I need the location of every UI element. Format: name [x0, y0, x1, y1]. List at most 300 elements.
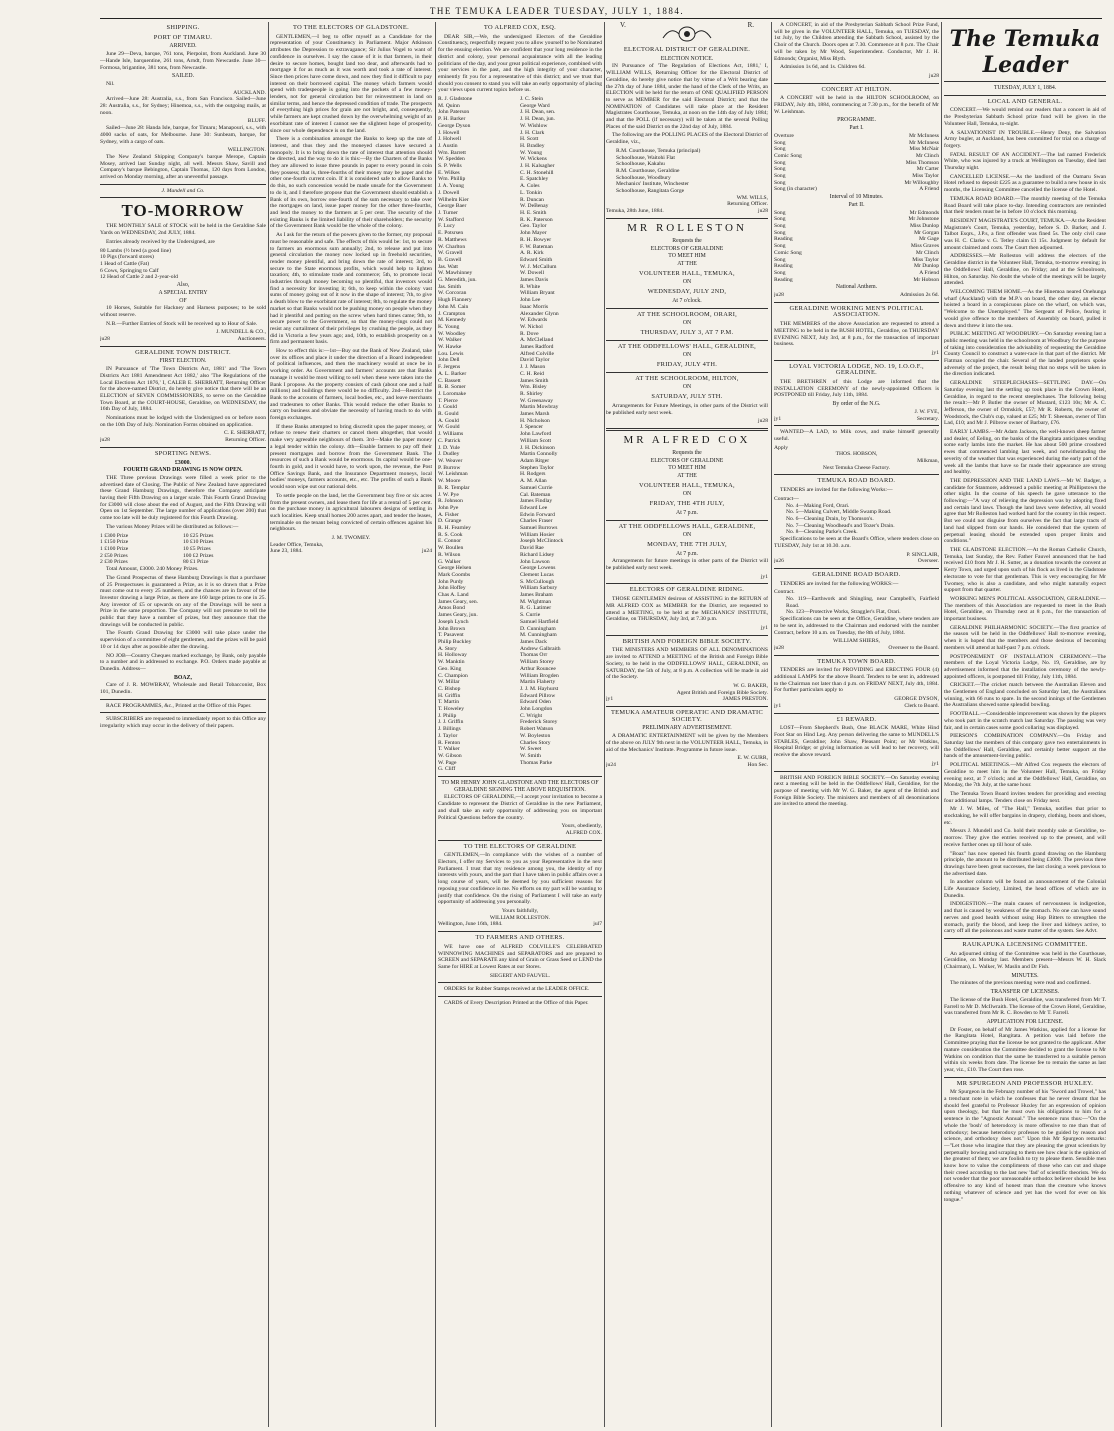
signatory-name: Samuel Currie [520, 484, 553, 491]
polling-places [606, 148, 768, 195]
programme-performer: Mr Dunlop [913, 263, 939, 270]
on-label: ON [682, 532, 692, 539]
programme-performer: Miss Taylor [912, 256, 939, 263]
cards-text: CARDS of Every Description Printed at the Office of this Paper. [444, 1000, 589, 1007]
signatory-name: Cal. Bateman [520, 491, 551, 498]
signatory-name: W. Manktin [438, 659, 465, 666]
contract-item: No. 8—Cleaning Parke's Creek. [786, 529, 858, 536]
divider [774, 771, 939, 772]
signatory-name: Arthur Rouncee [520, 665, 556, 672]
signatory-name: George Ward [520, 102, 550, 109]
prize-line: 10 £5 Prizes [183, 546, 211, 552]
signatories-list [438, 96, 602, 773]
meeting-date: WEDNESDAY, JULY 2ND, [647, 288, 727, 296]
column-divider [604, 22, 605, 1427]
divider [438, 996, 602, 997]
minutes-text: The minutes of the previous meeting were read and confirmed. [950, 980, 1091, 987]
farmers-text: WE have one of ALFRED COLVILLE'S CELEBRATED WINNOWING MACHINES and SEPARATORS and are prepared to SCREEN and SEPARATE any kind of Grain or Grass Seed or LEND the Same for HIRE at Lowest Rates at our Stores. [438, 943, 602, 970]
meeting-date: FRIDAY, THE 4TH JULY, [649, 500, 725, 508]
polling-place: Schoolhouse, Woodbury [616, 174, 671, 181]
signatory-name: C. Champion [438, 672, 468, 679]
column-divider [268, 22, 269, 1427]
column-1 [100, 22, 266, 1427]
programme-item [774, 146, 939, 153]
to-meet-label: TO MEET HIM [668, 465, 706, 472]
entries-text: Entries already received by the Undersigned, are [106, 238, 215, 245]
divider [944, 81, 1106, 82]
yours-obediently: Yours, obediently, [561, 823, 602, 830]
signatory-name: W. Gould [438, 424, 460, 431]
ref-code: ju24 [606, 761, 616, 768]
programme-performer: A Friend [919, 269, 939, 276]
news-item: POLITICAL MEETINGS.—Mr Alfred Cox requests the electors of Geraldine to meet him in the Volunteer Hall, Temuka, on Friday evening next, at 7 o'clock; and at the Oddfellows' Hall, Geraldine, on Monday, the 7th July, at the same hour. [944, 762, 1106, 789]
raukapuka-text: An adjourned sitting of the Committee was held in the Courthouse, Geraldine, on Monday last. Members present—Messrs W. H. Slack (Chairman), L. Walker, W. Maslin and Dr Fish. [944, 950, 1106, 971]
news-item: FOOTBALL.—Considerable improvement was shown by the players who took part in the scratch match last Saturday. The passing was very fair, and in certain cases some good collaring was displayed. [944, 711, 1106, 731]
bible-text: THE MINISTERS AND MEMBERS OF ALL DENOMINATIONS are invited to ATTEND a MEETING of the British and Foreign Bible Society, to be held in the ODDFELLOWS' HALL, GERALDINE, on SATURDAY, the 5th of July, at 8 p.m. A collection will be made in aid of the Society. [606, 647, 768, 681]
subscribers-text: SUBSCRIBERS are requested to immediately report to this Office any irregularity which may occur in the delivery of their papers. [100, 716, 266, 730]
programme-item [774, 173, 939, 180]
cox-signature: ALFRED COX. [565, 829, 602, 836]
programme-piece: Song [774, 139, 786, 146]
signatory-name: Alexander Glynn [520, 310, 559, 317]
bible-society-text: BRITISH AND FOREIGN BIBLE SOCIETY.—On Saturday evening next a meeting will be held in the Oddfellows' Hall, Geraldine, for the purpose of meeting with Mr W. G. Baker, the agent of the British and Foreign Bible Society. The ministers and members of all denominations are invited to attend the meeting. [774, 774, 939, 808]
signatory-name: Frederick Storey [520, 719, 558, 726]
signatory-name: M. Cunningham [520, 632, 557, 639]
signatory-name: R. Fenton [438, 739, 461, 746]
signatory-name: J. Holwell [438, 136, 461, 143]
signatory-name: D. Grange [438, 518, 462, 525]
first-election-label: FIRST ELECTION. [159, 358, 207, 365]
double-divider [606, 428, 768, 431]
signatory-name: T. Pierce [438, 397, 458, 404]
signatory-name: J. Taylor [438, 732, 458, 739]
polling-place: Schoolhouse, Waitohi Flat [616, 154, 675, 161]
on-label: ON [682, 320, 692, 327]
signatory-name: George Dyson [438, 122, 471, 129]
reply-text: ELECTORS OF GERALDINE,—I accept your invitation to become a Candidate to represent the District of Geraldine in the new Parliament, and shall take an early opportunity of addressing you on important Political Questions before the country. [438, 794, 602, 821]
news-item: In another column will be found an announcement of the Colonial Life Assurance Society, Limited, the head offices of which are in Dunedin. [944, 879, 1106, 899]
ref-code: jy1 [760, 573, 768, 580]
geraldine-road-title: GERALDINE ROAD BOARD. [812, 570, 901, 578]
auckland-text: Arrived—June 28: Australia, s.s., from San Francisco. Sailed—June 28: Australia, s.s., for Sydney; Hinemoa, s.s., with the outgoing mails, at noon. [100, 96, 266, 116]
news-item: EARLY LAMBS.—Mr Adam Jackson, the well-known sheep farmer and dealer, of Eeling, on the banks of the Rangitata anticipates sending some early lambs into the market. He has about 500 prime crossbred ewes that commenced lambing last week, and notwithstanding the severity of the weather that was experienced during the early part of the week all the lambs that have so far made their appearance are strong and healthy. [944, 429, 1106, 476]
wills-signature: WM. WILLS, [736, 194, 768, 201]
gladstone-text-2: There is a combination amongst the Banks to keep up the rate of interest, and thus they and the moneyed classes have secured a monopoly. It is to bring down the rate of interest that attention should be directed, and the way to do it is this:—By the Charters of the Banks they are allowed to issue three pounds in paper to every pound in coin they possess; that is, three-fourths of their money may be paper and the other one-fourth current coin. If it is considered safe to allow Banks to do this, no such concession would be made unsafe for the Government to do it, and I therefore propose that the Government should establish a Bank of its own, borrow one-fourth of the sum necessary to take over the mortgages on land, issue paper money for the other three-fourths, and lend the money to the farmers at 5 per cent. The security of the existing Banks is the limited liability of their shareholders; the security of the Government Bank would be the whole of the colony. [270, 136, 432, 230]
shiers-signature: WILLIAM SHIERS, [833, 638, 880, 645]
electoral-title: ELECTORAL DISTRICT OF GERALDINE. [623, 46, 751, 53]
wellington-heading: WELLINGTON. [227, 147, 266, 154]
column-3 [438, 22, 602, 1427]
ref-code: ju24 [422, 548, 432, 555]
prize-line: 100 £2 Prizes [183, 552, 214, 559]
signatory-name: A. Story [438, 645, 457, 652]
signatory-name: W. Walker [438, 337, 462, 344]
returning-officer-label: Returning Officer. [225, 437, 266, 444]
programme-piece: Song (in character) [774, 186, 817, 193]
signatory-name: J. Philip [438, 712, 457, 719]
programme-performer: Miss Graves [910, 243, 939, 250]
lodge-title: LOYAL VICTORIA LODGE, NO. 19, I.O.O.F., GERALDINE. [789, 362, 924, 377]
signatory-name: Isaac Morris [520, 303, 549, 310]
town-text: TENDERS are invited for PROVIDING and ERECTING FOUR (4) additional LAMPS for the above Board. Tenders to be sent in, addressed to the Chairman not later than 4 p.m. on FRIDAY NEXT, July 4th, 1884. For further particulars apply to [774, 667, 939, 694]
signatory-name: John Paterson [438, 109, 470, 116]
divider [774, 425, 939, 426]
programme-item [774, 216, 939, 223]
on-label: ON [682, 491, 692, 498]
signatory-name: R. B. Somer [438, 384, 466, 391]
sinclair-signature: P. SINCLAIR, [906, 551, 939, 558]
programme-part-2 [774, 210, 939, 284]
signatory-name: J. Dowell [438, 189, 460, 196]
entry-line: 12 Head of Cattle 2 and 2-year-old [100, 274, 178, 281]
boaz-name: BOAZ, [174, 674, 192, 681]
meeting-time: At 7 o'clock. [672, 297, 702, 304]
signatory-name: R. White [520, 283, 541, 290]
royal-arms-icon [657, 24, 717, 42]
cox-name: MR ALFRED COX [623, 433, 751, 446]
signatory-name: H. Rodgers [520, 471, 546, 478]
yours-faithfully: Yours faithfully, [501, 908, 539, 914]
signatory-name: William Hosier [520, 531, 555, 538]
riding-text: THOSE GENTLEMEN desirous of ASSISTING in the RETURN of MR ALFRED COX as MEMBER for the District, are requested to attend a MEETING, to be held at the MECHANICS' INSTITUTE, Geraldine, on THURSDAY, July 3rd, at 7.30 p.m. [606, 596, 768, 623]
masthead-date: TUESDAY, JULY 1, 1884. [993, 85, 1057, 91]
on-label: ON [682, 384, 692, 391]
column-divider [941, 22, 942, 1427]
programme-performer: Mr Clinch [915, 249, 939, 256]
signatory-name: Wm. Barrett [438, 149, 466, 156]
riding-title: ELECTORS OF GERALDINE RIDING. [629, 586, 745, 594]
signatory-name: R. Johnson [438, 498, 463, 505]
vr-left: V. [620, 22, 626, 29]
programme-item [774, 230, 939, 237]
arrived-heading: ARRIVED. [169, 43, 197, 50]
signatory-name: F. W. Bateman [520, 243, 553, 250]
signatory-name: James Findlay [520, 498, 553, 505]
programme-performer: Miss McNair [909, 146, 939, 153]
divider [606, 635, 768, 636]
sailed-heading: SAILED. [171, 73, 195, 80]
signatory-name: W. Smith [520, 752, 541, 759]
column-divider [435, 22, 436, 1427]
wills-date: Temuka, 28th June, 1884. [606, 208, 664, 215]
polling-text: The following are the POLLING PLACES of the Electoral District of Geraldine, viz., [606, 132, 768, 146]
signatory-name: Adam Ritger [520, 458, 550, 464]
signatory-name: R. Dove [520, 330, 539, 337]
news-item: RESIDENT MAGISTRATE'S COURT, TEMUKA.—At the Resident Magistrate's Court, Temuka, yesterday, before S. D. Barker, and J. Talbot Esqrs., J.P.s, a first offender was fined 5s. The only civil case was H. C. Clarke v. G. Tetley claim £1 15s. Judgment by default for amount claimed and costs. The Court then adjourned. [944, 217, 1106, 251]
programme-piece: Comic Song [774, 249, 802, 256]
signatory-name: William Brogden [520, 672, 559, 679]
sale-text: THE MONTHLY SALE of STOCK will be held in the Geraldine Sale Yards on WEDNESDAY, 2nd JULY, 1884. [100, 223, 266, 237]
signatory-name: Mark Coombs [438, 571, 471, 578]
news-item: The Temuka Town Board invites tenders for providing and erecting four additional lamps. Tenders close on Friday next. [944, 790, 1106, 804]
programme-performer: Mr McInness [909, 139, 939, 146]
ref-code: ju28 [758, 418, 768, 425]
signatory-name: Andrew Galbraith [520, 645, 561, 652]
part-1-label: Part I. [849, 125, 864, 132]
news-item: GERALDINE PHILHARMONIC SOCIETY.—The first practice of the season will be held in the Oddfellows' Hall to-morrow evening, when it is hoped that the members and those desirous of becoming members will attend at half-past 7 p.m. o'clock. [944, 624, 1106, 651]
signatory-name: J. J. Griffin [438, 719, 464, 726]
programme-performer: Mr McInness [909, 132, 939, 139]
signatory-name: Edward Lee [520, 504, 548, 511]
at-the-label: AT THE [677, 473, 697, 480]
signatory-name: Joseph Lynch [438, 618, 469, 625]
signatory-name: E. Wilkes [438, 169, 460, 176]
programme-item [774, 277, 939, 284]
signatory-name: H. Nicholson [520, 417, 550, 424]
programme-item [774, 186, 939, 193]
signatory-name: J. J. Mason [520, 364, 546, 371]
programme-piece: Song [774, 269, 786, 276]
rolleston-text: GENTLEMEN,—In compliance with the wishes of a number of Electors, I offer my Services to you as your Representative in the next Parliament. I trust that my residence among you, the identity of my interests with yours, and the part that I have taken in public affairs over a long course of years, will be deemed by you sufficient reasons for reposing your confidence in me. No efforts on my part will be wanting to justify that confidence. On the rising of Parliament I will take an early opportunity of addressing you personally. [438, 852, 602, 906]
signatory-name: C. Patrick [438, 437, 461, 444]
signatory-name: J. A. Young [438, 183, 464, 190]
news-item: WELCOMING THEM HOME.—As the Hinemoa neared Onehunga wharf (Auckland) with the M.P.'s on board, the other day, an elector hoisted a board in a conspicuous place on the wharf, on which was, "Welcome to the Unemployed." The Sergeant of Police, fearing it would give offence to the members of Assembly on board, pulled it down and threw it into the sea. [944, 288, 1106, 329]
ref-code: jy1 [606, 696, 614, 703]
signatory-name: A. M. Allan [520, 478, 547, 485]
prize-line: 1 £150 Prize [100, 539, 129, 546]
signatory-name: Edward Pillrow [520, 692, 556, 699]
prize-line: 2 £30 Prizes [100, 559, 128, 566]
news-item: "Boaz" has now opened his fourth grand drawing on the Hamburg principle, the amount to be distributed being £3000. The previous three drawings have been great successes, the last closing a week previous to the advertised date. [944, 850, 1106, 877]
cox-request-title: TO ALFRED COX, ESQ. [483, 24, 557, 31]
signatory-name: W. Sweet [520, 746, 542, 753]
signatory-name: Richard Lidsey [520, 551, 555, 558]
programme-performer: Mr Carter [916, 166, 939, 173]
raukapuka-title: RAUKAPUKA LICENSING COMMITTEE. [962, 940, 1088, 948]
programme-heading: PROGRAMME. [837, 117, 876, 124]
signatory-name: M. Quinn [438, 102, 460, 109]
signatory-name: F. Lucy [438, 223, 455, 230]
signatory-name: J. Dudley [438, 451, 460, 458]
signatory-name: William Sarbury [520, 585, 558, 592]
at-the-label: AT THE [677, 260, 697, 267]
programme-performer: A Friend [919, 186, 939, 193]
local-news [944, 107, 1106, 594]
meeting-time: At 7 p.m. [676, 509, 698, 516]
programme-piece: Song [774, 146, 786, 153]
requests-label: Requests the [672, 237, 702, 244]
ref-code: ju26 [774, 558, 784, 565]
ref-code: jy1 [760, 625, 768, 631]
specs-text-2: Specifications can be seen at the Office, Geraldine, where tenders are to be sent in, addressed to the Chairman and endorsed with the number Contract, before 10 a.m. on Tuesday, the 8th of July, 1884. [774, 616, 939, 636]
electors-label: ELECTORS OF GERALDINE [650, 457, 724, 464]
news-item: Messrs J. Mundell and Co. hold their monthly sale at Geraldine, to-morrow. They give the entries received up to the present, and will receive further ones up till hour of sale. [944, 828, 1106, 848]
wellington-date: Wellington, June 16th, 1884. [438, 921, 503, 928]
signatories-right [520, 96, 602, 773]
divider [100, 184, 266, 185]
interval-label: Interval of 10 Minutes. [829, 194, 884, 201]
programme-item [774, 257, 939, 264]
shipping-title: SHIPPING. [166, 24, 200, 31]
column-6 [944, 22, 1106, 1427]
signatory-name: Clement Lucas [520, 571, 554, 578]
news-item: CANCELLED LICENSE.—As the landlord of the Oamaru Swan Hotel refused to deposit £225 as a guarantee to build a new house in six months, the Licensing Committee cancelled the license of the Hotel. [944, 173, 1106, 194]
signatory-name: John Longdon [520, 706, 553, 713]
contracts-list-2 [774, 596, 939, 616]
overseer-label-2: Overseer to the Board. [888, 644, 939, 651]
prizes-heading: The various Money Prizes will be distributed as follows:— [106, 523, 239, 530]
signatory-name: W. Edwards [520, 317, 548, 324]
signatory-name: W. Dowell [520, 270, 545, 277]
programme-piece: Song [774, 209, 786, 216]
admission-2: Admission 2s 6d. [899, 292, 939, 299]
signatory-name: C. Wright [520, 712, 543, 719]
lodge-text: THE BRETHREN of this Lodge are informed that the INSTALLATION CEREMONY of the newly-appointed Officers is POSTPONED till Friday, July 11th, 1884. [774, 379, 939, 399]
news-item: THE DEPRESSION AND THE LAND LAWS.—Mr W. Badger, a candidate for Stanmore, addressed a public meeting at Phillipstown the other night. In the course of his speech he gave utterance to the following:—"A way of relieving the depression was by adopting fixed and certain land laws. Though the land laws were defective, all would agree that Mr Rolleston had worked hard for the country in this respect. But we could not disguise from ourselves the fact that large tracts of land had slipped from our hands. He considered that the system of perpetual leasing should be extended upon proper limits and conditions." [944, 477, 1106, 545]
signatory-name: W. Corcoran [438, 290, 467, 297]
twomey-signature: J. M. TWOMEY. [331, 535, 371, 542]
prize-line: 1 £300 Prize [100, 532, 129, 539]
next-factory-label: Next Temuka Cheese Factory. [822, 464, 891, 471]
signatory-name: David Taylor [520, 357, 550, 364]
signatory-name: J. C. Stein [520, 96, 544, 103]
signatory-name: Stephen Taylor [520, 464, 554, 471]
gladstone-text: GENTLEMEN,—I beg to offer myself as a Candidate for the representation of your Constituency in Parliament. Major Atkinson attributes the Depression to extravagance; Sir Julius Vogel to want of confidence in ourselves. I say the cause of it is that farmers, in their desire to secure homes, bought land too dear, and afterwards had to mortgage it for as much as it was worth and took a rate of interest. Since then prices have come down, and now they find it difficult to pay interest on their borrowed capital. The money which farmers would spend with tradespeople is going into the pockets of a few money-lenders, not for general circulation but for reinvestment in land on similar terms, and hence the depressed condition of trade. The prospects of everything high prices for grain are not bright, and, consequently, while farmers are kept crushed down by the overwhelming weight of an exorbitant rate of interest I cannot see the slightest hope of prosperity, since our whole dependence is on the land. [270, 33, 432, 134]
signatory-name: W. Charlton [438, 243, 466, 250]
programme-piece: Comic Song [774, 152, 802, 159]
signatory-name: Charles Fraser [520, 518, 553, 525]
sporting-text: THE Three previous Drawings were filled a week prior to the advertised date of Closing. The Public of New Zealand have appreciated these Grand Hamburg Drawings, therefore the Company anticipate having their Fifth Drawing on a larger scale. This Fourth Grand Drawing for £3000 will close about the end of August, and the Fifth Drawing will Open on 1st September. The large number of applications (over 200) that come too late will be duly registered for this Fourth Drawing. [100, 474, 266, 522]
signatory-name: T. Walker [438, 746, 460, 753]
signatory-name: G. Walker [438, 558, 461, 565]
signatory-name: John Purdy [438, 578, 464, 585]
page-header: THE TEMUKA LEADER TUESDAY, JULY 1, 1884. [429, 6, 685, 16]
vr-right: R. [747, 22, 754, 29]
electors-title: TO THE ELECTORS OF GERALDINE [463, 842, 577, 850]
election-notice-label: ELECTION NOTICE. [660, 55, 714, 62]
divider [606, 583, 768, 584]
meeting-date: SATURDAY, JULY 5TH. [651, 393, 723, 401]
signatory-name: A. L. Barker [438, 370, 467, 377]
total-text: Total Amount, £3000. 240 Money Prizes. [106, 566, 199, 573]
signatory-name: J. J. M. Hayhurst [520, 685, 559, 692]
signatory-name: C. Bishop [438, 685, 461, 692]
signatory-name: W. Page [438, 759, 457, 766]
programme-piece: Song [774, 179, 786, 186]
programme-piece: Reading [774, 276, 793, 283]
signatory-name: Philip Buckley [438, 638, 472, 645]
meeting-time: At 7 p.m. [676, 550, 698, 557]
signatory-name: Geo. King [438, 665, 462, 672]
farmers-title: TO FARMERS AND OTHERS. [475, 934, 565, 942]
signatory-name: James Geary, jun. [438, 612, 478, 619]
signatory-name: T. Howeley [438, 706, 464, 713]
signatory-name: Wm. Phillip [438, 176, 466, 183]
meeting-date: THURSDAY, JULY 3, AT 7 P.M. [640, 328, 734, 336]
hilton-title: CONCERT AT HILTON. [821, 85, 892, 93]
venue: VOLUNTEER HALL, TEMUKA, [639, 269, 735, 277]
transfer-text: The license of the Bush Hotel, Geraldine, was transferred from Mr T. Farrell to Mr D. McIlwraith. The license of the Crown Hotel, Geraldine, was transferred from Mr R. C. Bowden to Mr T. Farrell. [944, 996, 1106, 1017]
signatory-name: R. S. Cook [438, 531, 463, 538]
signatory-name: James Smith [520, 377, 549, 384]
signatory-name: J. W. Pye [438, 491, 459, 498]
divider [606, 520, 768, 521]
signatory-name: W. Boyleston [520, 732, 551, 739]
header-rule [100, 18, 1102, 19]
signatories-left [438, 96, 520, 773]
contracts-list [774, 503, 939, 537]
news-item: CRICKET.—The cricket match between the Australian Eleven and the Gentlemen of England concluded on Saturday last, the Australians winning, with 66 runs to spare. In the second innings of the Gentlemen the Australians showed some splendid bowling. [944, 682, 1106, 709]
polling-place: Schoolhouse, Rangitata Gorge [616, 188, 685, 195]
auctioneers-label: Auctioneers. [237, 336, 266, 343]
ref-code: jy1 [774, 415, 782, 422]
signatory-name: Edward Oden [520, 699, 551, 706]
signatory-name: W. Spedden [438, 156, 465, 163]
news-item: CONCERT.—We would remind our readers that a concert in aid of the Presbyterian Sabbath School prize fund will be given in the Volunteer Hall, Temuka, to-night. [944, 107, 1106, 127]
column-5 [774, 22, 939, 1427]
wellington-text: The New Zealand Shipping Company's barque Merope, Captain Mosey, arrived last Sunday night, all well. Messrs Shaw, Savill and Company's barque Bebington, Captain Thomas, 120 days from London, arrived on Monday morning, after an uneventful passage. [100, 153, 266, 181]
signatory-name: James Radford [520, 344, 554, 351]
signatory-name: James Davis [520, 277, 549, 284]
signatory-name: John Mayer [520, 230, 547, 237]
signatory-name: L. Tonkin [520, 189, 542, 196]
signatory-name: C. H. Stonehill [520, 169, 554, 176]
signatory-name: W. Boullen [438, 545, 464, 552]
programme-performer: Miss Thomson [905, 159, 939, 166]
gladstone-title: TO THE ELECTORS OF GLADSTONE. [293, 24, 409, 31]
signatory-name: H. Bradley [520, 142, 545, 149]
mundell-heading: J. Mundell and Co. [161, 187, 205, 194]
signatory-name: J. Crampton [438, 310, 466, 317]
signatory-name: George Helsen [438, 565, 472, 572]
signatory-name: W. Millar [438, 679, 460, 686]
signatory-name: R. K. Paterson [520, 216, 553, 223]
divider [774, 713, 939, 714]
signatory-name: Hugh Flannery [438, 297, 472, 304]
signatory-name: J. Howell [438, 129, 460, 136]
signatory-name: R. G. Latimer [520, 605, 552, 612]
to-meet-label: TO MEET HIM [668, 253, 706, 260]
milkman-label: Milkman, [917, 458, 939, 465]
divider [438, 982, 602, 983]
reward-text: LOST—From Shepherd's Bush, One BLACK MARE, White Hind Foot Star on Hind Leg. Any person delivering the same to MUNDELL'S STABLES, Geraldine; John Shaw, Pleasant Point; or Mr Watkins, Hospital Bridge; or giving information as will lead to her recovery, will receive the above reward. [774, 725, 939, 759]
signatory-name: K. Young [438, 323, 460, 330]
programme-item [774, 263, 939, 270]
signatory-name: C. H. Reid [520, 370, 544, 377]
signatory-name: W. Stafford [438, 216, 464, 223]
signatory-name: William Storey [520, 659, 555, 666]
signatory-name: J. Turner [438, 209, 458, 216]
signatory-name: Wilhelm Kier [438, 196, 469, 203]
signatory-name: Martin Connolly [520, 451, 558, 458]
on-label: ON [682, 279, 692, 286]
admission-text: Admission 1s 6d, and 1s. Children 6d. [780, 64, 866, 71]
district-title: GERALDINE TOWN DISTRICT. [135, 348, 231, 356]
signatory-name: R. H. Bowyer [520, 236, 552, 243]
signatory-name: W. Mawhinney [438, 270, 473, 277]
ref-code: ju28 [100, 336, 110, 343]
ref-code: ju28 [929, 72, 939, 79]
column-2 [270, 22, 432, 1427]
signatory-name: R. Wilson [438, 551, 461, 558]
prize-line: 10 £10 Prizes [183, 539, 214, 546]
arrangements-text-2: Arrangements for future meetings in other parts of the District will be published early next week. [606, 558, 768, 572]
divider [944, 938, 1106, 939]
meeting-date: MONDAY, THE 7TH JULY, [647, 540, 727, 548]
news-item: A SALVATIONIST IN TROUBLE.—Henry Deny, the Salvation Army bugler, at Auckland, has been committed for trial on a charge of forgery. [944, 129, 1106, 149]
signatory-name: H. Holloway [438, 652, 467, 659]
divider [438, 931, 602, 932]
gladstone-text-6: To settle people on the land, let the Government buy five or six acres from the present owners, and lease them for life at a rental of 5 per cent. on the purchase money in agricultural labourers designs of settling in such localities. Keep small homes 200 acres apart, and tender the leases, terminable on the tenant being convicted of certain offences against his neighbours. [270, 492, 432, 533]
signatory-name: James Marsh [520, 411, 550, 418]
signatory-name: Jas. Smith [438, 283, 462, 290]
race-programmes-text: RACE PROGRAMMES, &c., Printed at the Office of this Paper. [106, 702, 252, 709]
leader-office-label: Leader Office, Temuka, [270, 541, 324, 548]
signatory-name: J. Billings [438, 726, 461, 733]
local-general-title: LOCAL AND GENERAL. [987, 97, 1063, 105]
prize-line: 2 £50 Prizes [100, 552, 128, 559]
port-title: PORT OF TIMARU. [153, 33, 213, 41]
